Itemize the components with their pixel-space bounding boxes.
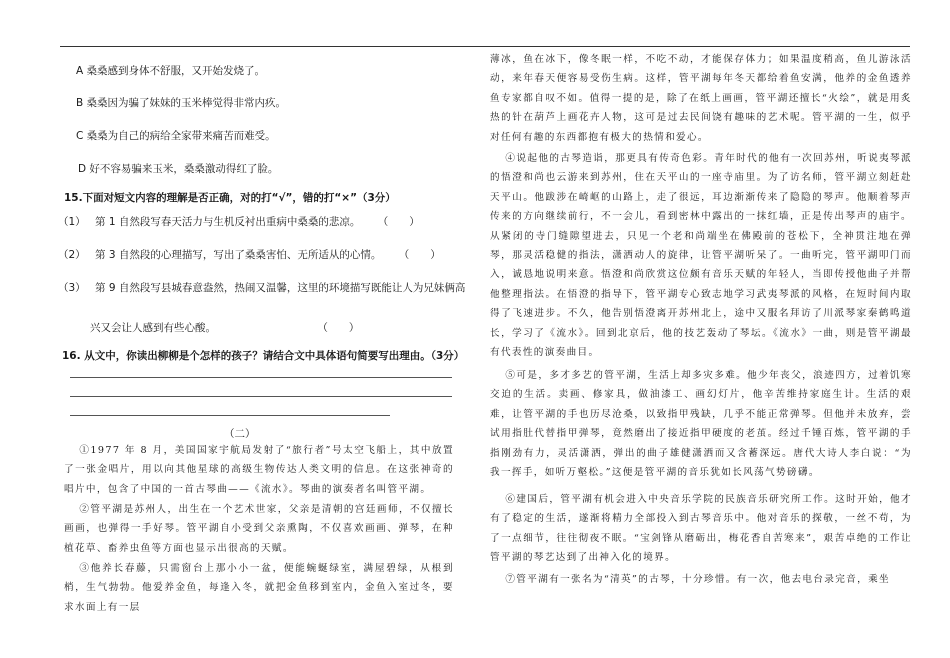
- q15-item-2-blank[interactable]: （ ）: [398, 249, 441, 261]
- q15-item-3-num: （3）: [58, 282, 86, 294]
- q15-item-1-num: （1）: [58, 216, 86, 228]
- q15-item-3-cont-text: 兴又会让人感到有些心酸。: [90, 322, 216, 334]
- q15-item-1-blank[interactable]: （ ）: [377, 216, 420, 228]
- q14-option-d: D 好不容易骗来玉米，桑桑激动得红了脸。: [78, 163, 279, 175]
- section-2-para-2: ②管平湖是苏州人，出生在一个艺术世家，父亲是清朝的宫廷画师，不仅擅长画画，也弹得一手好琴。管平湖自小受到父亲熏陶，不仅喜欢画画、弹琴，在种植花草、畜养虫鱼等方面也显示出很高的天赋。: [64, 504, 454, 554]
- q15-title: 15.下面对短文内容的理解是否正确，对的打“√”，错的打“×”（3分）: [64, 192, 396, 204]
- answer-line-2[interactable]: [70, 396, 452, 397]
- q15-item-3-blank[interactable]: （ ）: [317, 322, 360, 334]
- q15-item-3-text: 第 9 自然段写县城春意盎然，热闹又温馨，这里的环境描写既能让人为兄妹俩高: [95, 282, 466, 294]
- q15-item-2: [58, 247, 441, 262]
- q15-item-2-num: （2）: [58, 249, 86, 261]
- q15-item-3: [58, 280, 465, 295]
- section-2-para-3: ③他养长春藤，只需窗台上那小小一盆，便能蜿蜒绿室，满屋碧绿，从根到梢，生气勃勃。他爱养金鱼，每逢入冬，就把金鱼移到室内，金鱼入室过冬，要求水面上有一层: [64, 563, 454, 613]
- section-2-para-3-cont: 薄冰，鱼在冰下，像冬眠一样，不吃不动，才能保存体力；如果温度稍高，鱼儿游泳活动，来年春天便容易受伤生病。这样，管平湖每年冬天都给着鱼安满，他养的金鱼透养鱼专家都自叹不如。值得一提的是，除了在纸上画画，管平湖还擅长“火绘”，就是用炙热的针在葫芦上画花卉人物，这可是过去民间饶有趣味的艺术呢。管平湖的一生，似乎对任何有趣的东西都抱有极大的热情和爱心。: [490, 54, 912, 143]
- section-2-para-1: ①1977 年 8 月，美国国家宇航局发射了“旅行者”号太空飞船上，其中放置了一张金唱片，用以向其他星球的高级生物传达人类文明的信息。在这张神奇的唱片中，包含了中国的一首古琴曲——《流水》。琴曲的演奏者名叫管平湖。: [64, 445, 454, 495]
- top-rule: [60, 46, 910, 47]
- q16-title: 16. 从文中，你读出柳柳是个怎样的孩子？请结合文中具体语句简要写出理由。（3分）: [62, 350, 465, 362]
- q15-item-3-continued: [90, 320, 359, 335]
- q15-item-1-text: 第 1 自然段写春天活力与生机反衬出重病中桑桑的悲凉。: [95, 216, 361, 228]
- section-2-para-6: ⑥建国后，管平湖有机会进入中央音乐学院的民族音乐研究所工作。这时开始，他才有了稳定的生活，遂渐将精力全部投入到古琴音乐中。他对音乐的探敬，一丝不苟，为了一点细节，往往彻夜不眠。“宝剑锋从磨砺出，梅花香自苦寒来”，艰苦卓绝的工作让管平湖的琴艺达到了出神入化的境界。: [490, 494, 912, 564]
- answer-line-3[interactable]: [70, 415, 390, 416]
- q15-item-2-text: 第 3 自然段的心理描写，写出了桑桑害怕、无所适从的心情。: [95, 249, 382, 261]
- q14-option-a: A 桑桑感到身体不舒服，又开始发烧了。: [76, 65, 266, 77]
- section-2-para-5: ⑤可是，多才多艺的管平湖，生活上却多灾多难。他少年丧父，浪迹四方，过着饥寒交迫的生活。卖画、修家具，做油漆工、画幻灯片，他辛苦维持家庭生计。生活的艰难，让管平湖的手也历尽沧桑，以致指甲残缺，几乎不能正常弹琴。但他并未放弃，尝试用指肚代替指甲弹琴，竟然磨出了接近指甲硬度的老茧。经过千锤百炼，管平湖的手指刚劲有力，灵活潇洒，弹出的曲子雄健潇洒而又含蓄深远。唐代大诗人李白说：“为我一挥手，如听万壑松。”这便是管平湖的音乐犹如长风荡气势磅礴。: [490, 370, 912, 479]
- section-2-para-7: ⑦管平湖有一张名为“清英”的古琴，十分珍惜。有一次，他去电台录完音，乘坐: [505, 574, 890, 585]
- q15-item-1: [58, 214, 420, 229]
- q14-option-c: C 桑桑为自己的病给全家带来痛苦而难受。: [76, 130, 276, 142]
- answer-line-1[interactable]: [70, 377, 452, 378]
- section-2-heading: （二）: [224, 428, 256, 440]
- section-2-para-4: ④说起他的古琴造诣，那更具有传奇色彩。青年时代的他有一次回苏州，听说夷琴派的悟澄和尚也云游来到苏州，住在天平山的一座寺庙里。为了访名师，管平湖立刻赶赴天平山。他跋涉在崎岖的山路上，走了很远，耳边渐渐传来了隐隐的琴声。他顺着琴声传来的方向继续前行，不一会儿，看到密林中露出的一抹红墙，正是传出琴声的庙宇。从紧闭的寺门缝隙望进去，只见一个老和尚端坐在佛殿前的苍松下，全神贯注地在弹琴，那灵活稳健的指法，潇洒动人的旋律，让管平湖听呆了。一曲听完，管平湖叩门而入，诚恳地说明来意。悟澄和尚欣赏这位颇有音乐天赋的年轻人，当即传授他曲子并帮他整理指法。在悟澄的指导下，管平湖专心致志地学习武夷琴派的风格，在短时间内取得了飞速进步。不久，他告别悟澄离开苏州北上，途中又服名拜访了川派琴家秦鹤鸣道长，学习了《流水》。回到北京后，他的技艺轰动了琴坛。《流水》一曲，则是管平湖最有代表性的演奏曲目。: [490, 153, 912, 359]
- q14-option-b: B 桑桑因为骗了妹妹的玉米棒觉得非常内疚。: [76, 97, 287, 109]
